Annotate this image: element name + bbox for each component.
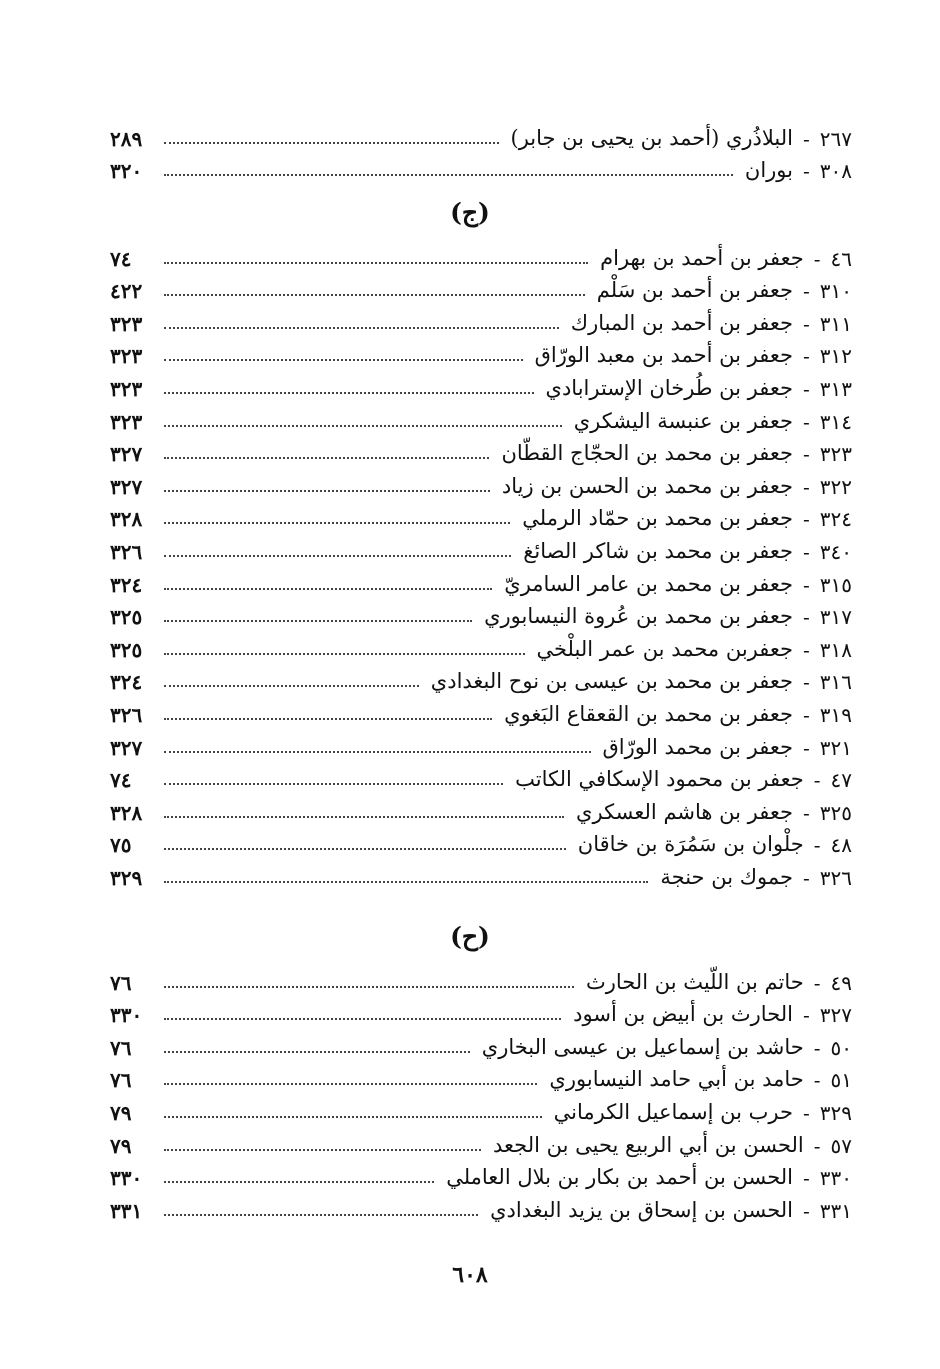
entry-dash: - (803, 1198, 810, 1223)
dot-leader (164, 1051, 470, 1053)
entry-number: ٣١٥ (819, 572, 852, 597)
entry-page: ٣٢٥ (110, 605, 143, 630)
entry-page: ٧٤ (110, 768, 132, 793)
dot-leader (164, 174, 733, 176)
entry-number: ٣١٦ (819, 670, 852, 695)
entry-number: ٤٦ (830, 246, 852, 271)
entry-number: ٤٩ (830, 970, 852, 995)
entry-number: ٣١١ (819, 311, 852, 336)
entry-number: ٢٦٧ (819, 126, 852, 151)
entry-dash: - (803, 126, 810, 151)
entry-name: جعفر بن محمود الإسكافي الكاتب (515, 767, 804, 792)
entry-dash: - (803, 1003, 810, 1028)
entry-number: ٣١٢ (819, 344, 852, 369)
index-entry (110, 432, 852, 465)
index-entry (110, 366, 852, 399)
dot-leader (164, 1214, 478, 1216)
dot-leader (164, 392, 534, 394)
entry-number: ٤٨ (830, 833, 852, 858)
entry-name: جعفر بن محمد الورّاق (602, 734, 793, 759)
entry-name: الحسن بن أبي الربيع يحيى بن الجعد (492, 1132, 804, 1157)
entry-page: ٧٦ (110, 1035, 132, 1060)
entry-dash: - (813, 768, 821, 793)
dot-leader (164, 359, 523, 361)
entry-number: ٣١٩ (819, 702, 852, 727)
index-entry (110, 334, 852, 367)
entry-name: جعفر بن هاشم العسكري (576, 799, 793, 824)
dot-leader (164, 751, 591, 753)
index-entry (110, 1025, 852, 1058)
section-header-jim: (ج) (450, 198, 490, 227)
index-entry (110, 595, 852, 628)
index-entry (110, 627, 852, 660)
entry-name: حاشد بن إسماعيل بن عيسى البخاري (481, 1034, 804, 1059)
entry-dash: - (813, 1133, 821, 1158)
entry-dash: - (803, 702, 810, 727)
entry-page: ٣٢٨ (110, 507, 143, 532)
index-entry (110, 790, 852, 823)
entry-number: ٣٢٧ (819, 1003, 852, 1028)
entry-dash: - (803, 1100, 810, 1125)
entry-number: ٣٤٠ (819, 539, 852, 564)
entry-dash: - (803, 670, 810, 695)
entry-dash: - (803, 311, 810, 336)
entry-number: ٣٣١ (819, 1198, 852, 1223)
entry-number: ٣١٤ (819, 409, 852, 434)
entry-name: البلاذُري (أحمد بن يحيى بن جابر) (510, 125, 793, 150)
entry-page: ٣٢٥ (110, 637, 143, 662)
entry-dash: - (803, 474, 810, 499)
entry-name: بوران (744, 158, 793, 183)
dot-leader (164, 1149, 481, 1151)
index-entry (110, 758, 852, 791)
entry-page: ٤٢٢ (110, 279, 143, 304)
entry-name: حرب بن إسماعيل الكرماني (553, 1099, 793, 1124)
entry-name: حامد بن أبي حامد النيسابوري (549, 1067, 804, 1092)
index-entry (110, 497, 852, 530)
entry-dash: - (803, 637, 810, 662)
entry-page: ٣٢٣ (110, 376, 143, 401)
entry-dash: - (813, 1068, 821, 1093)
entry-name: جعفر بن أحمد بن المبارك (570, 310, 793, 335)
entry-number: ٣٢٦ (819, 865, 852, 890)
dot-leader (164, 1181, 434, 1183)
entry-number: ٥٠ (830, 1035, 852, 1060)
entry-number: ٥١ (830, 1068, 852, 1093)
index-entry (110, 855, 852, 888)
dot-leader (164, 1083, 537, 1085)
entry-dash: - (813, 833, 821, 858)
entry-name: جعفر بن محمد بن الحجّاج القطّان (501, 441, 793, 466)
index-entry (110, 1123, 852, 1156)
entry-page: ٣٢٧ (110, 442, 143, 467)
dot-leader (164, 142, 499, 144)
entry-dash: - (803, 279, 810, 304)
entry-page: ٣٢٧ (110, 735, 143, 760)
index-entry (110, 236, 852, 269)
entry-name: جلْوان بن سَمُرَة بن خاقان (577, 832, 804, 857)
entry-page: ٣٢٠ (110, 159, 143, 184)
entry-dash: - (813, 1035, 821, 1060)
entry-number: ٣٢٤ (819, 507, 852, 532)
index-entry (110, 960, 852, 993)
index-entry (110, 529, 852, 562)
index-entry (110, 725, 852, 758)
entry-page: ٧٩ (110, 1100, 132, 1125)
dot-leader (164, 653, 525, 655)
entry-page: ٣٢٩ (110, 865, 143, 890)
entry-page: ٧٩ (110, 1133, 132, 1158)
entry-name: الحسن بن أحمد بن بكار بن بلال العاملي (446, 1165, 793, 1190)
index-entry (110, 660, 852, 693)
dot-leader (164, 522, 510, 524)
entry-name: جعفر بن طُرخان الإسترابادي (545, 375, 793, 400)
entry-dash: - (803, 376, 810, 401)
section-ha-entries (110, 960, 852, 1221)
entry-number: ٣٢١ (819, 735, 852, 760)
index-entry (110, 1156, 852, 1189)
entry-page: ٣٢٣ (110, 344, 143, 369)
entry-dash: - (803, 409, 810, 434)
index-entry (110, 399, 852, 432)
dot-leader (164, 881, 648, 883)
entry-dash: - (813, 970, 821, 995)
index-entry (110, 1058, 852, 1091)
index-entry (110, 692, 852, 725)
dot-leader (164, 588, 492, 590)
entry-dash: - (803, 735, 810, 760)
index-entry (110, 1188, 852, 1221)
entry-dash: - (803, 159, 810, 184)
entry-page: ٣٣١ (110, 1198, 143, 1223)
entry-page: ٧٥ (110, 833, 132, 858)
entry-page: ٣٢٤ (110, 572, 143, 597)
entry-dash: - (803, 539, 810, 564)
entry-name: الحارث بن أبيض بن أسود (573, 1002, 793, 1027)
entry-number: ٣١٣ (819, 376, 852, 401)
entry-page: ٣٢٦ (110, 702, 143, 727)
index-entry (110, 1090, 852, 1123)
dot-leader (164, 555, 511, 557)
index-entry (110, 269, 852, 302)
entry-name: جعفر بن محمد بن عامر السامريّ (504, 571, 793, 596)
section-jim-entries (110, 236, 852, 888)
entry-page: ٣٢٧ (110, 474, 143, 499)
dot-leader (164, 685, 419, 687)
index-entry (110, 993, 852, 1026)
dot-leader (164, 620, 472, 622)
top-entry-list (110, 116, 852, 184)
entry-dash: - (803, 572, 810, 597)
dot-leader (164, 327, 559, 329)
entry-number: ٣٢٣ (819, 442, 852, 467)
index-entry (110, 464, 852, 497)
entry-dash: - (803, 442, 810, 467)
index-entry (110, 301, 852, 334)
entry-name: جعفر بن محمد بن الحسن بن زياد (501, 473, 793, 498)
entry-number: ٣٣٠ (819, 1166, 852, 1191)
entry-number: ٣١٧ (819, 605, 852, 630)
dot-leader (164, 718, 492, 720)
dot-leader (164, 848, 566, 850)
entry-page: ٣٣٠ (110, 1003, 143, 1028)
entry-name: جعفر بن أحمد بن بهرام (600, 245, 804, 270)
entry-number: ٣١٠ (819, 279, 852, 304)
entry-page: ٣٢٣ (110, 311, 143, 336)
entry-dash: - (803, 800, 810, 825)
entry-number: ٤٧ (830, 768, 852, 793)
entry-name: الحسن بن إسحاق بن يزيد البغدادي (490, 1197, 793, 1222)
entry-dash: - (803, 1166, 810, 1191)
dot-leader (164, 1116, 542, 1118)
entry-number: ٣٢٢ (819, 474, 852, 499)
entry-dash: - (803, 507, 810, 532)
entry-number: ٣٠٨ (819, 159, 852, 184)
entry-page: ٧٦ (110, 970, 132, 995)
dot-leader (164, 816, 564, 818)
dot-leader (164, 425, 562, 427)
entry-name: جعفربن محمد بن عمر البلْخي (536, 636, 793, 661)
entry-number: ٥٧ (830, 1133, 852, 1158)
index-entry (110, 116, 852, 149)
entry-page: ٢٨٩ (110, 126, 143, 151)
index-entry (110, 149, 852, 182)
dot-leader (164, 986, 574, 988)
entry-page: ٣٢٦ (110, 539, 143, 564)
entry-page: ٧٦ (110, 1068, 132, 1093)
entry-dash: - (803, 605, 810, 630)
entry-number: ٣١٨ (819, 637, 852, 662)
entry-number: ٣٢٥ (819, 800, 852, 825)
entry-page: ٣٢٤ (110, 670, 143, 695)
dot-leader (164, 490, 490, 492)
entry-name: جعفر بن محمد بن القعقاع البَغوي (504, 701, 793, 726)
entry-page: ٣٢٨ (110, 800, 143, 825)
index-entry (110, 823, 852, 856)
entry-number: ٣٢٩ (819, 1100, 852, 1125)
entry-page: ٣٣٠ (110, 1166, 143, 1191)
dot-leader (164, 262, 588, 264)
dot-leader (164, 457, 489, 459)
page-number: ٦٠٨ (452, 1262, 488, 1288)
entry-name: جعفر بن محمد بن حمّاد الرملي (522, 506, 793, 531)
entry-dash: - (813, 246, 821, 271)
entry-name: جعفر بن أحمد بن معبد الورّاق (534, 343, 793, 368)
entry-page: ٣٢٣ (110, 409, 143, 434)
entry-name: جعفر بن محمد بن عُروة النيسابوري (484, 604, 793, 629)
entry-name: جعفر بن عنبسة اليشكري (573, 408, 793, 433)
dot-leader (164, 294, 585, 296)
dot-leader (164, 1018, 561, 1020)
entry-name: جعفر بن محمد بن شاكر الصائغ (523, 538, 793, 563)
entry-dash: - (803, 865, 810, 890)
entry-name: جعفر بن محمد بن عيسى بن نوح البغدادي (430, 669, 793, 694)
entry-name: جعفر بن أحمد بن سَلْم (596, 278, 793, 303)
section-header-ha: (ح) (450, 922, 490, 951)
entry-name: جموك بن حنجة (660, 864, 793, 889)
entry-dash: - (803, 344, 810, 369)
entry-page: ٧٤ (110, 246, 132, 271)
entry-name: حاتم بن اللّيث بن الحارث (585, 969, 804, 994)
dot-leader (164, 783, 503, 785)
index-entry (110, 562, 852, 595)
